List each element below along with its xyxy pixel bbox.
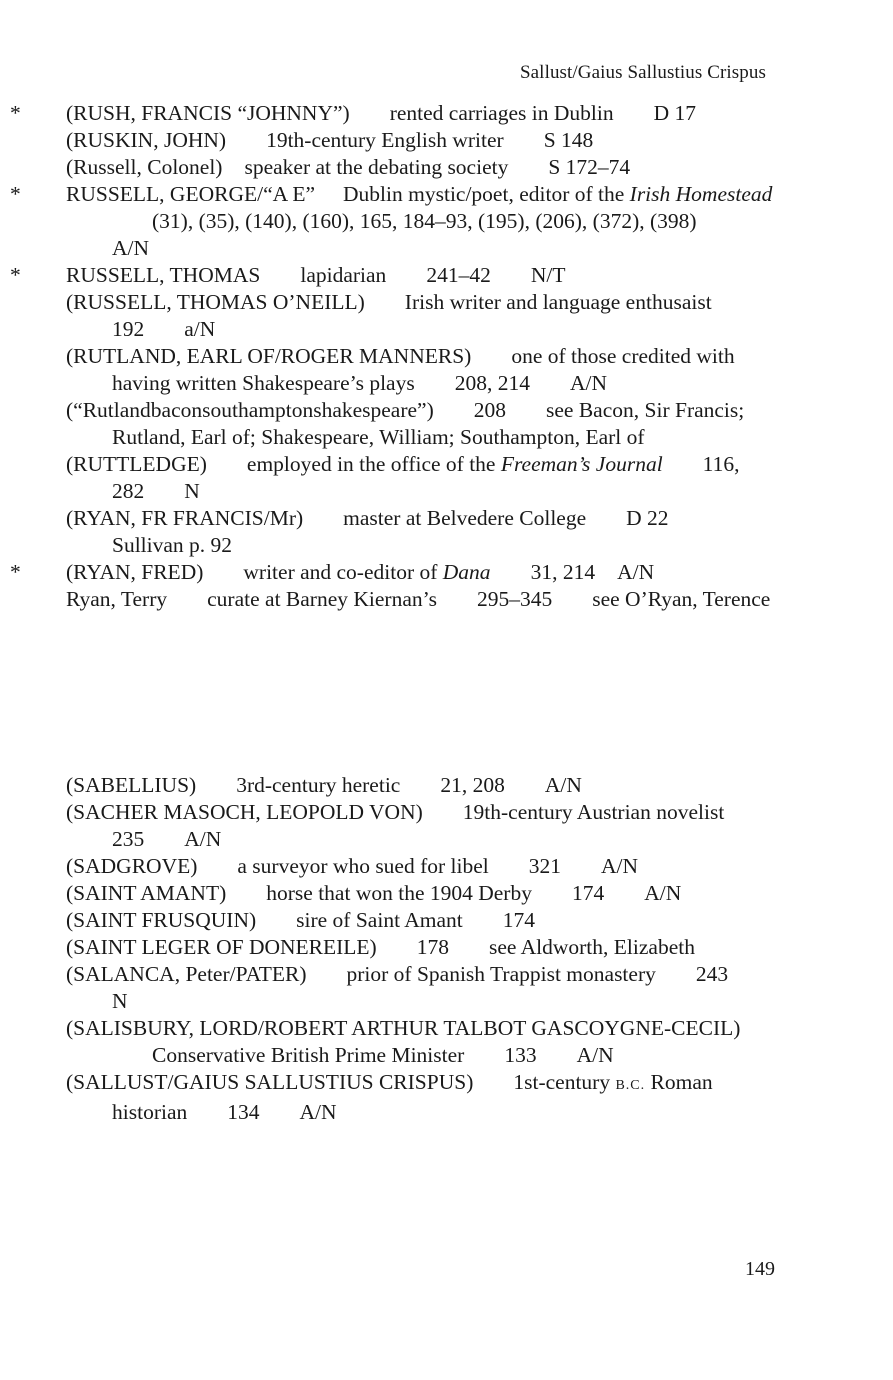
entry-desc: Irish writer and language enthusaist: [404, 290, 712, 314]
entry-refs: (31), (35), (140), (160), 165, 184–93, (195), (206), (372), (398): [152, 209, 697, 233]
entry-desc: horse that won the 1904 Derby: [266, 881, 532, 905]
entry-desc: sire of Saint Amant: [296, 908, 463, 932]
entry-code: a/N: [184, 317, 216, 341]
entry-desc: lapidarian: [300, 263, 387, 287]
entry-refs: 243: [695, 962, 729, 986]
entry-name: RUSSELL, THOMAS: [66, 263, 261, 287]
entry-code: see Aldworth, Elizabeth: [488, 935, 695, 959]
list-item: [0, 127, 893, 154]
entry-name: (SAINT FRUSQUIN): [66, 908, 257, 932]
entry-refs: 208: [473, 398, 507, 422]
entry-refs: 133: [504, 1043, 537, 1067]
entry-refs: 178: [416, 935, 449, 959]
entry-code: N/T: [530, 263, 566, 287]
entry-desc: prior of Spanish Trappist monastery: [346, 962, 656, 986]
entry-name: (RYAN, FRED): [66, 560, 204, 584]
entry-code: A/N: [184, 827, 222, 851]
entry-name: (SALANCA, Peter/PATER): [66, 962, 307, 986]
list-item: [0, 586, 893, 613]
entry-desc: curate at Barney Kiernan’s: [207, 587, 437, 611]
entry-code: A/N: [617, 560, 655, 584]
list-item: [0, 934, 893, 961]
entry-name: Ryan, Terry: [66, 587, 168, 611]
entry-refs: 235: [112, 827, 145, 851]
entry-name: (SAINT AMANT): [66, 881, 227, 905]
entry-desc: master at Belvedere College: [343, 506, 587, 530]
entry-desc: a surveyor who sued for libel: [237, 854, 489, 878]
entry-name: (RUTLAND, EARL OF/ROGER MANNERS): [66, 344, 472, 368]
list-item: [0, 289, 893, 343]
entry-desc: Dublin mystic/poet, editor of the: [343, 182, 625, 206]
entry-name: (SACHER MASOCH, LEOPOLD VON): [66, 800, 423, 824]
entry-desc: 1st-century: [513, 1070, 611, 1094]
entry-name: (RUSH, FRANCIS “JOHNNY”): [66, 101, 350, 125]
entry-desc-continued: Roman historian: [112, 1070, 713, 1124]
entry-name: (RUSKIN, JOHN): [66, 128, 227, 152]
list-item: [0, 451, 893, 505]
entry-code: Sullivan p. 92: [112, 533, 233, 557]
entry-desc: rented carriages in Dublin: [389, 101, 614, 125]
entry-name: (SALLUST/GAIUS SALLUSTIUS CRISPUS): [66, 1070, 474, 1094]
entry-code: see Bacon, Sir Francis; Rutland, Earl of; Shakespeare, William; Southampton, Earl of: [112, 398, 745, 449]
entry-desc: 19th-century Austrian novelist: [462, 800, 725, 824]
list-item: [0, 397, 893, 451]
entry-refs: 174: [571, 881, 605, 905]
list-item: * RUSSELL, THOMAS lapidarian 241–42 N/T: [10, 263, 566, 287]
list-item: [0, 343, 893, 397]
entry-code: N: [112, 989, 128, 1013]
entry-desc-italic: Freeman’s Journal: [500, 452, 663, 476]
entry-name: (SALISBURY, LORD/ROBERT ARTHUR TALBOT GASCOYGNE-CECIL): [66, 1016, 741, 1040]
list-item: [0, 1069, 893, 1126]
entry-desc-italic: Dana: [442, 560, 491, 584]
entry-refs: 208, 214: [454, 371, 530, 395]
entry-desc: 19th-century English writer: [266, 128, 504, 152]
entry-refs: 174: [502, 908, 535, 932]
list-item: * RUSSELL, GEORGE/“A E” Dublin mystic/poet, editor of the Irish Homestead(31), (35), (140), (160), 165, 184–93, (195), (206), (372), (398)A/N: [10, 182, 773, 260]
entry-name: RUSSELL, GEORGE/“A E”: [66, 182, 316, 206]
entry-desc: employed in the office of the: [246, 452, 496, 476]
running-head: Sallust/Gaius Sallustius Crispus: [519, 62, 766, 83]
entry-code: N: [184, 479, 200, 503]
entry-refs: 31, 214: [530, 560, 596, 584]
entry-refs: 192: [112, 317, 145, 341]
entry-name: (RUSSELL, THOMAS O’NEILL): [66, 290, 365, 314]
entry-name: (SADGROVE): [66, 854, 198, 878]
list-item: [0, 961, 893, 1015]
entry-name: (SABELLIUS): [66, 773, 197, 797]
list-item: [0, 154, 893, 181]
entry-name: (RUTTLEDGE): [66, 452, 207, 476]
entry-refs: D 22: [626, 506, 669, 530]
entry-name: (“Rutlandbaconsouthamptonshakespeare”): [66, 398, 434, 422]
entry-name: (SAINT LEGER OF DONEREILE): [66, 935, 377, 959]
list-item: [0, 505, 893, 559]
entry-desc: speaker at the debating society: [244, 155, 509, 179]
entry-refs: S 148: [543, 128, 594, 152]
entry-desc-smallcaps: B.C.: [615, 1078, 646, 1093]
list-item: [0, 799, 893, 853]
entry-name: (Russell, Colonel): [66, 155, 223, 179]
list-item: [0, 853, 893, 880]
entry-name: (RYAN, FR FRANCIS/Mr): [66, 506, 304, 530]
entry-refs: 116, 282: [112, 452, 740, 503]
entry-code: A/N: [569, 371, 607, 395]
entry-refs: 295–345: [476, 587, 553, 611]
entry-desc: writer and co-editor of: [243, 560, 438, 584]
entries-r: [0, 100, 893, 613]
entry-desc: 3rd-century heretic: [236, 773, 401, 797]
entry-code: A/N: [112, 236, 150, 260]
entry-desc: one of those credited with having written Shakespeare’s plays: [112, 344, 735, 395]
entry-desc-italic: Irish Homestead: [629, 182, 773, 206]
list-item: [0, 1015, 893, 1069]
entry-refs: 21, 208: [440, 773, 505, 797]
entry-refs: D 17: [653, 101, 696, 125]
entry-code: see O’Ryan, Terence: [592, 587, 771, 611]
list-item: [0, 772, 893, 799]
entry-refs: 241–42: [426, 263, 491, 287]
list-item: [0, 907, 893, 934]
page-number: 149: [745, 1258, 775, 1280]
entry-code: A/N: [544, 773, 582, 797]
entry-desc: Conservative British Prime Minister: [152, 1043, 465, 1067]
entry-refs: 321: [528, 854, 562, 878]
entry-code: A/N: [576, 1043, 614, 1067]
entry-code: A/N: [644, 881, 682, 905]
entry-code: A/N: [299, 1100, 337, 1124]
entry-refs: 134: [227, 1100, 260, 1124]
list-item: * (RYAN, FRED) writer and co-editor of Dana 31, 214 A/N: [10, 560, 655, 584]
entry-code: A/N: [601, 854, 639, 878]
entries-s: [0, 772, 893, 1126]
entry-refs: S 172–74: [548, 155, 631, 179]
list-item: * (RUSH, FRANCIS “JOHNNY”) rented carriages in Dublin D 17: [10, 101, 696, 125]
list-item: [0, 880, 893, 907]
